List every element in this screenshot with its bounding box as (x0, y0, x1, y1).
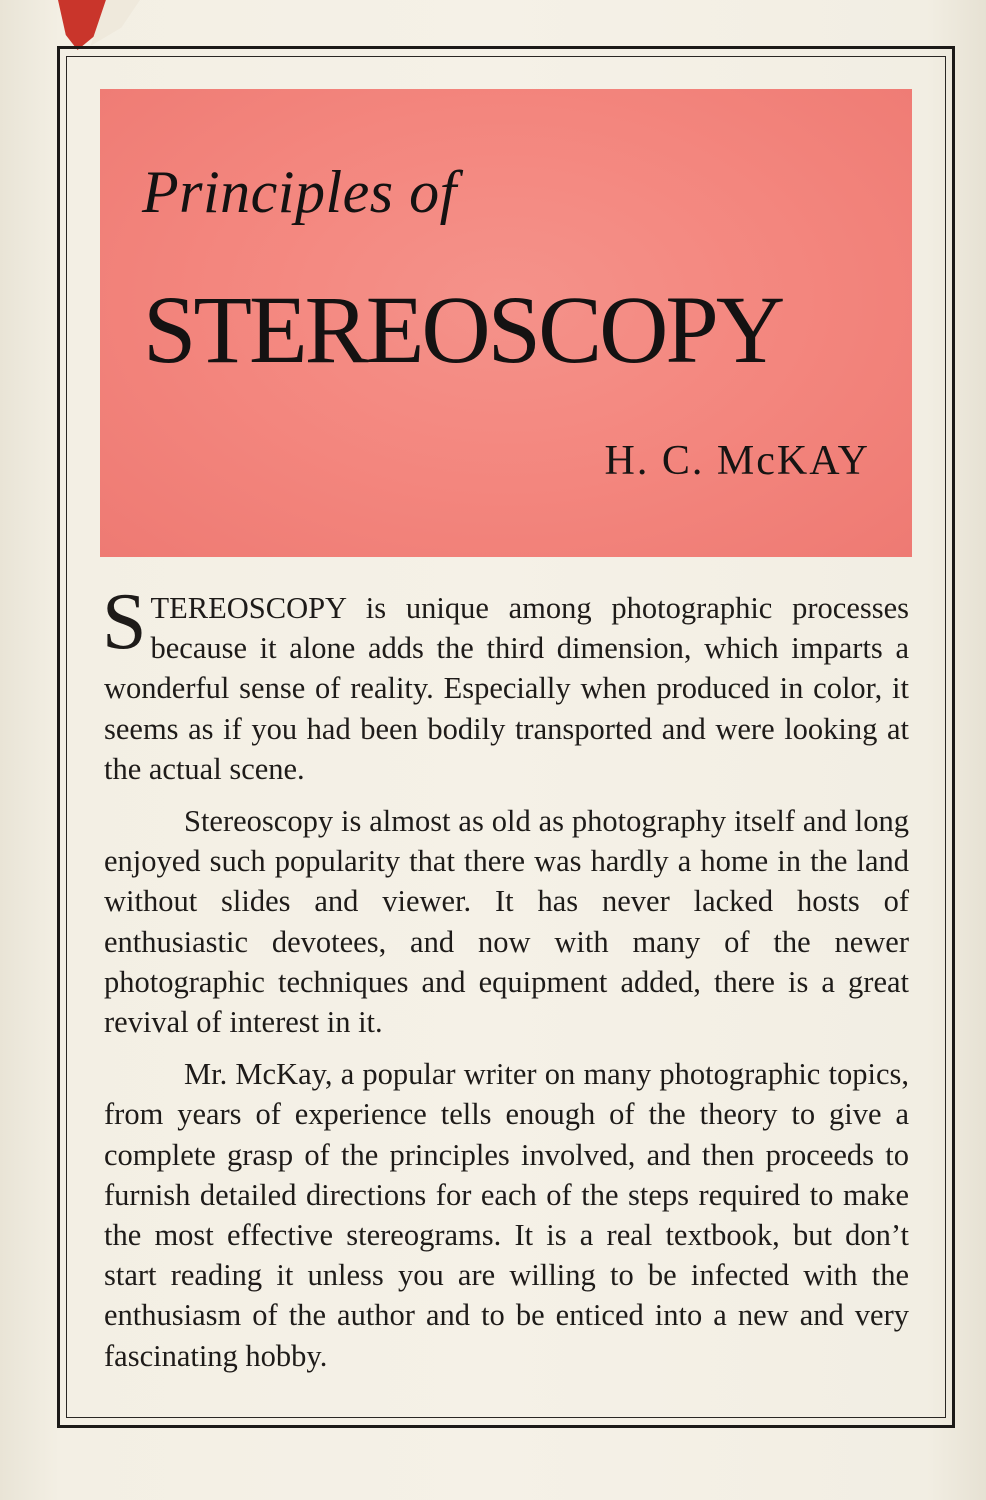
author-name: H. C. McKAY (604, 438, 870, 484)
jacket-blurb (102, 578, 909, 1376)
book-title: STEREOSCOPY (143, 276, 783, 383)
drop-cap: S (102, 578, 147, 666)
title-subtitle: Principles of (142, 159, 457, 225)
blurb-paragraph-1 (102, 578, 909, 789)
blurb-paragraph-1-text: TEREOSCOPY is unique among photographic processes because it alone adds the third dimension, which imparts a wonderful sense of reality. Especially when produced in color, it seems as if you had been bodily transported and were looking at the actual scene. (104, 591, 909, 786)
blurb-paragraph-3: Mr. McKay, a popular writer on many photographic topics, from years of experience tells enough of the theory to give a complete grasp of the principles involved, and then proceeds to furnish detailed directions for each of the steps required to make the most effective stereograms. It is a real textbook, but don’t start reading it unless you are willing to be infected with the enthusiasm of the author and to be enticed into a new and very fascinating hobby. (104, 1057, 909, 1373)
blurb-paragraph-2: Stereoscopy is almost as old as photography itself and long enjoyed such popularity that there was hardly a home in the land without slides and viewer. It has never lacked hosts of enthusiastic devotees, and now with many of the newer photographic techniques and equipment added, there is a great revival of interest in it. (104, 804, 909, 1040)
